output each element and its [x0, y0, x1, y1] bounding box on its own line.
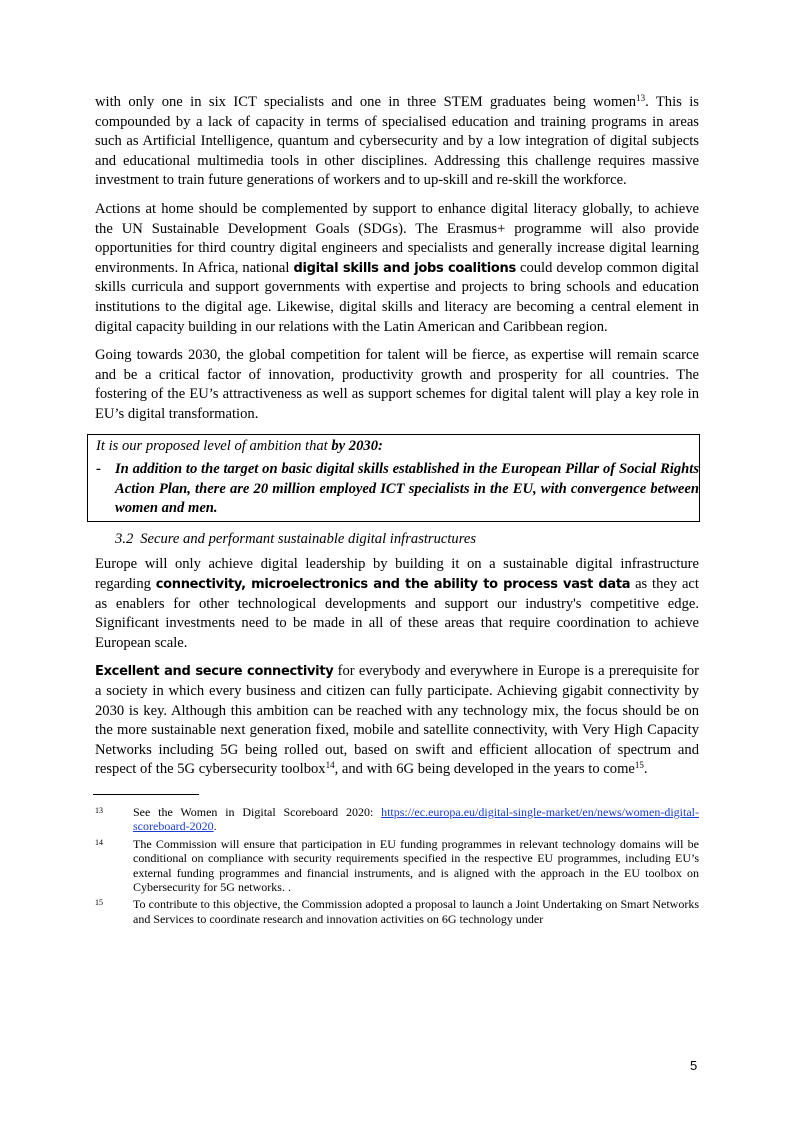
footnote-ref-14[interactable]: 14	[325, 760, 335, 771]
footnote-15	[95, 897, 699, 926]
footnote-text: The Commission will ensure that participation in EU funding programmes in relevant technology domains will be conditional on compliance with security requirements specified in the respective EU programmes, including EU’s external funding programmes and financial instruments, and is aligned with the approach in the EU toolbox on Cybersecurity for 5G networks. .	[133, 836, 699, 895]
footnote-number: 14	[95, 837, 103, 847]
ambition-item	[88, 460, 699, 519]
page-number: 5	[690, 1058, 698, 1073]
paragraph-digital-literacy: Actions at home should be complemented by support to enhance digital literacy globally, to achieve the UN Sustainable Development Goals (SDGs). The Erasmus+ programme will also provide opportunities for third country digital engineers and specialists and generally increase digital learning environments. In Africa, national digital skills and jobs coalitions could develop common digital skills curricula and support governments with expertise and projects to bring schools and education institutions to the digital age. Likewise, digital skills and literacy are becoming a central element in digital capacity building in our relations with the Latin American and Caribbean region.	[95, 200, 699, 335]
footnote-number: 15	[95, 898, 103, 908]
paragraph-women-ict: with only one in six ICT specialists and one in three STEM graduates being women$^{13}$. This is compounded by a lack of capacity in terms of specialised education and training programs in areas such as Artificial Intelligence, quantum and cybersecurity and by a low integration of digital subjects and educational multimedia tools in other disciplines. Addressing this challenge requires massive investment to train future generations of workers and to up-skill and re-skill the workforce.	[95, 93, 699, 189]
ambition-item-text: In addition to the target on basic digital skills established in the European Pillar of Social Rights Action Plan, there are 20 million employed ICT specialists in the EU, with convergence between women and men.	[115, 461, 699, 517]
paragraph-connectivity: Excellent and secure connectivity for everybody and everywhere in Europe is a prerequisite for a society in which every business and citizen can fully participate. Achieving gigabit connectivity by 2030 is key. Although this ambition can be reached with any technology mix, the focus should be on the more sustainable next generation fixed, mobile and satellite connectivity, with Very High Capacity Networks including 5G being rolled out, based on swift and efficient allocation of spectrum and respect of the 5G cybersecurity toolbox$^{14}$, and with 6G being developed in the years to come$^{15}$.	[95, 663, 699, 778]
section-number: 3.2	[115, 530, 134, 547]
section-title: Secure and performant sustainable digital infrastructures	[140, 530, 477, 547]
bold-connectivity-microelectronics: connectivity, microelectronics and the ability to process vast data	[155, 577, 631, 593]
footnote-ref-13[interactable]: 13	[636, 93, 646, 103]
bullet-dash: -	[96, 461, 101, 478]
ambition-lead: It is our proposed level of ambition that by 2030:	[96, 437, 383, 454]
footnote-text: See the Women in Digital Scoreboard 2020: https://ec.europa.eu/digital-single-market/en/news/women-digital-scoreboard-2020.	[133, 805, 699, 834]
bold-excellent-connectivity: Excellent and secure connectivity	[95, 664, 334, 680]
scoreboard-link[interactable]: https://ec.europa.eu/digital-single-market/en/news/women-digital-scoreboard-2020	[133, 805, 699, 834]
document-page	[95, 93, 699, 929]
footnote-text: To contribute to this objective, the Commission adopted a proposal to launch a Joint Undertaking on Smart Networks and Services to coordinate research and innovation activities on 6G technology under	[133, 897, 699, 926]
footnote-divider	[93, 794, 199, 795]
footnote-13	[95, 805, 699, 834]
paragraph-talent-competition: Going towards 2030, the global competition for talent will be fierce, as expertise will remain scarce and be a critical factor of innovation, productivity growth and prosperity for all countries. The fostering of the EU’s attractiveness as well as support schemes for digital talent will play a key role in EU’s digital transformation.	[95, 347, 699, 422]
bold-digital-skills-coalitions: digital skills and jobs coalitions	[293, 260, 516, 276]
section-heading	[115, 530, 699, 550]
footnote-ref-15[interactable]: 15	[634, 760, 644, 771]
footnote-14	[95, 837, 699, 895]
ambition-box	[87, 434, 700, 522]
paragraph-infrastructure: Europe will only achieve digital leadership by building it on a sustainable digital infrastructure regarding connectivity, microelectronics and the ability to process vast data as they act as enablers for other technological developments and support our industry's competitive edge. Significant investments need to be made in all of these areas that require coordination to achieve European scale.	[95, 556, 699, 651]
footnote-number: 13	[95, 806, 103, 815]
